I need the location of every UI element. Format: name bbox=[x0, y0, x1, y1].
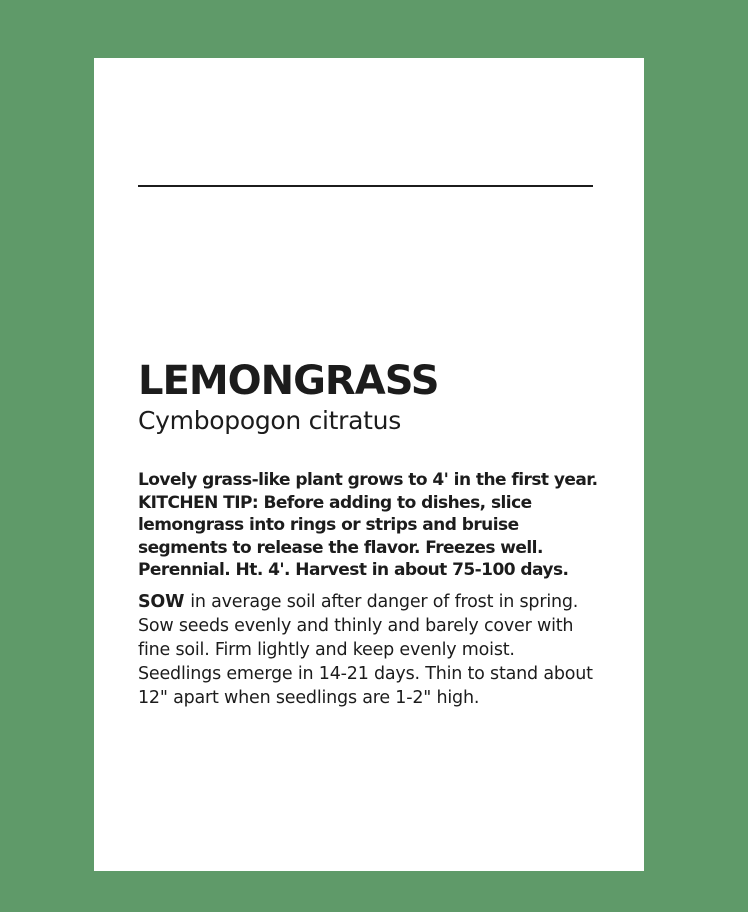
seed-packet-card bbox=[94, 58, 644, 871]
sow-text: in average soil after danger of frost in spring. Sow seeds evenly and thinly and barely cover with fine soil. Firm lightly and keep evenly moist. Seedlings emerge in 14-21 days. Thin to stand about 12" apart when seedlings are 1-2" high. bbox=[138, 592, 593, 708]
botanical-name: Cymbopogon citratus bbox=[138, 406, 401, 435]
header-divider bbox=[138, 185, 593, 187]
sow-label: SOW bbox=[138, 592, 185, 612]
sowing-instructions bbox=[138, 590, 598, 710]
plant-description: Lovely grass-like plant grows to 4' in the first year. KITCHEN TIP: Before adding to dishes, slice lemongrass into rings or strips and bruise segments to release the flavor. Freezes well. Perennial. Ht. 4'. Harvest in about 75-100 days. bbox=[138, 470, 598, 580]
common-name-title: LEMONGRASS bbox=[138, 358, 439, 404]
